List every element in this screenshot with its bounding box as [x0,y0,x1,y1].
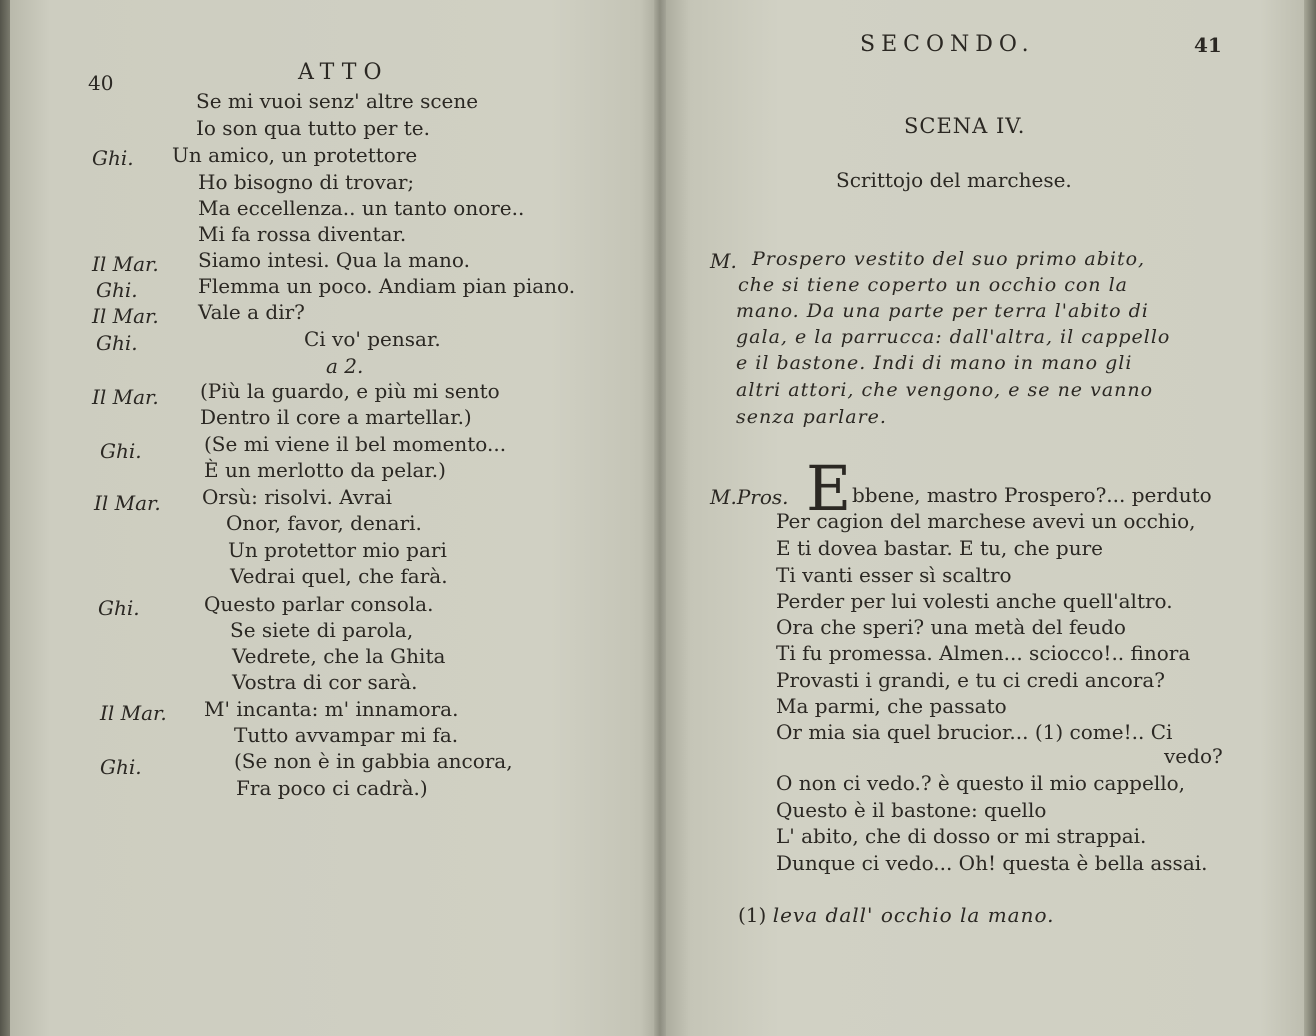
footnote [738,902,1055,928]
speaker-label: Il Mar. [92,304,159,328]
speaker-label: Il Mar. [100,701,167,725]
verse-line: (Se non è in gabbia ancora, [234,749,513,773]
verse-line: Siamo intesi. Qua la mano. [198,248,470,272]
verse-line: Orsù: risolvi. Avrai [202,485,393,509]
verse-line: Ho bisogno di trovar; [198,170,415,194]
verse-line: Ora che speri? una metà del feudo [776,615,1126,639]
verse-line: Vedrai quel, che farà. [230,564,448,588]
verse-line: Vostra di cor sarà. [232,670,418,694]
verse-line: Se siete di parola, [230,618,414,642]
speaker-label: Ghi. [98,596,140,620]
stage-direction-line: altri attori, che vengono, e se ne vanno [736,379,1154,401]
book-gutter [654,0,666,1036]
verse-line: Per cagion del marchese avevi un occhio, [776,509,1196,533]
verse-line-turnover: vedo? [1164,744,1223,768]
verse-line: Dentro il core a martellar.) [200,405,472,429]
verse-line: Io son qua tutto per te. [196,116,430,140]
scene-setting: Scrittojo del marchese. [836,168,1072,192]
stage-direction-line: e il bastone. Indi di mano in mano gli [736,352,1133,374]
speaker-label: Il Mar. [92,385,159,409]
verse-line: Questo parlar consola. [204,592,434,616]
stage-direction-line: gala, e la parrucca: dall'altra, il cappello [736,326,1171,348]
running-head-left: ATTO [298,60,389,85]
verse-line: Perder per lui volesti anche quell'altro. [776,589,1173,613]
verse-line: Ti fu promessa. Almen... sciocco!.. finora [776,641,1191,665]
verse-line: Vale a dir? [198,300,305,324]
verse-line: L' abito, che di dosso or mi strappai. [776,824,1147,848]
verse-line: bbene, mastro Prospero?... perduto [852,483,1212,507]
a-due-marker: a 2. [326,354,364,378]
speaker-label: Ghi. [92,146,134,170]
stage-direction-speaker: M. [710,249,737,273]
verse-line: Ma eccellenza.. un tanto onore.. [198,196,525,220]
verse-line: Ti vanti esser sì scaltro [776,563,1012,587]
verse-line: (Più la guardo, e più mi sento [200,379,500,403]
verse-line: Dunque ci vedo... Oh! questa è bella assai. [776,851,1208,875]
verse-line: Vedrete, che la Ghita [232,644,446,668]
verse-line: O non ci vedo.? è questo il mio cappello, [776,771,1186,795]
verse-line: Provasti i grandi, e tu ci credi ancora? [776,668,1166,692]
scene-title: SCENA IV. [904,114,1026,138]
verse-line: Ma parmi, che passato [776,694,1007,718]
verse-line: Onor, favor, denari. [226,511,422,535]
running-head-right: SECONDO. [860,32,1035,57]
stage-direction-line: mano. Da una parte per terra l'abito di [736,300,1149,322]
verse-line: Ci vo' pensar. [304,327,441,351]
verse-line: Mi fa rossa diventar. [198,222,407,246]
speaker-label: Il Mar. [94,491,161,515]
drop-cap: E [806,452,852,525]
verse-line: È un merlotto da pelar.) [204,458,446,482]
page-number-right: 41 [1194,33,1222,57]
stage-direction-line: senza parlare. [736,406,887,428]
speaker-label: Ghi. [100,439,142,463]
verse-line: Fra poco ci cadrà.) [236,776,428,800]
verse-line: (Se mi viene il bel momento... [204,432,507,456]
speaker-label: Ghi. [96,331,138,355]
verse-line: Flemma un poco. Andiam pian piano. [198,274,576,298]
verse-line: Questo è il bastone: quello [776,798,1047,822]
footnote-marker: (1) [738,903,767,927]
verse-line: Se mi vuoi senz' altre scene [196,89,479,113]
speaker-label: Il Mar. [92,252,159,276]
verse-line: E ti dovea bastar. E tu, che pure [776,536,1103,560]
speaker-label: M.Pros. [710,485,789,509]
verse-line: Un protettor mio pari [228,538,447,562]
verse-line: Un amico, un protettore [172,143,418,167]
speaker-label: Ghi. [100,755,142,779]
page-number-left: 40 [88,71,114,95]
verse-line: Tutto avvampar mi fa. [234,723,459,747]
stage-direction-line: Prospero vestito del suo primo abito, [752,248,1146,270]
verse-line: M' incanta: m' innamora. [204,697,459,721]
footnote-text: leva dall' occhio la mano. [772,903,1055,927]
speaker-label: Ghi. [96,278,138,302]
book-edge-right [1304,0,1316,1036]
stage-direction-line: che si tiene coperto un occhio con la [738,274,1128,296]
verse-line: Or mia sia quel brucior... (1) come!.. Ci [776,720,1173,744]
